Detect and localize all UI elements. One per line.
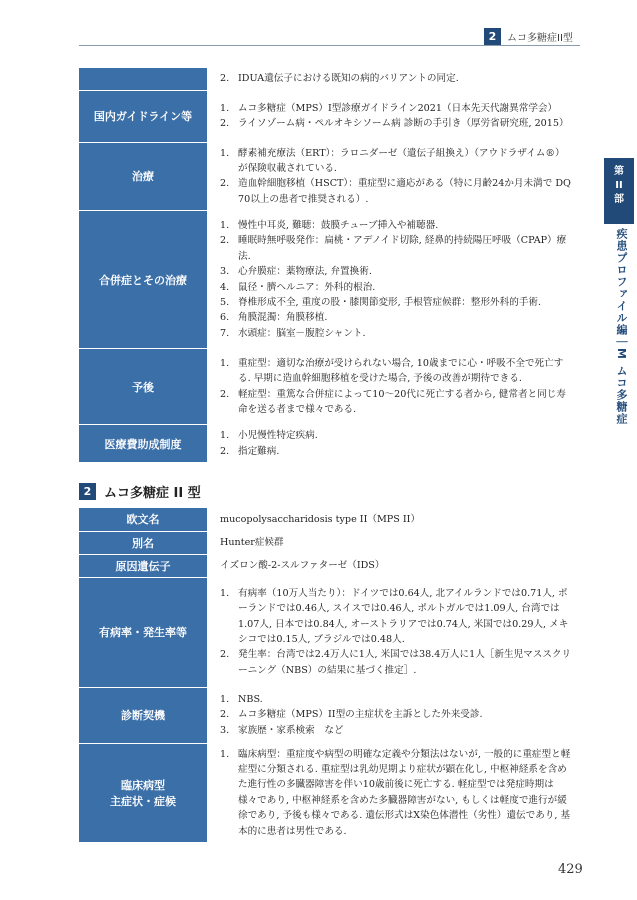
list-item: 1. ムコ多糖症（MPS）I型診療ガイドライン2021（日本先天代謝異常学会） — [220, 102, 558, 114]
row-label: 欧文名 — [79, 508, 208, 531]
row-value — [208, 211, 580, 349]
table-mps1-continued — [79, 68, 580, 463]
part-tab-line2: II — [615, 180, 623, 191]
list-item: 5. 脊椎形成不全, 重度の股・膝関節変形, 手根管症候群：整形外科的手術. — [220, 297, 542, 309]
row-label: 国内ガイドライン等 — [79, 90, 208, 142]
table-row — [79, 554, 580, 577]
row-value: mucopolysaccharidosis type II（MPS II） — [208, 508, 580, 531]
table-row — [79, 68, 580, 90]
list-item: 2. 睡眠時無呼吸発作：扁桃・アデノイド切除, 経鼻的持続陽圧呼吸（CPAP）療法. — [220, 235, 567, 262]
part-tab — [604, 158, 634, 224]
row-value: イズロン酸-2-スルファターゼ（IDS） — [208, 554, 580, 577]
section-title: ムコ多糖症 II 型 — [104, 486, 201, 501]
row-label-line2: 主症状・症候 — [110, 794, 176, 808]
table-row — [79, 743, 580, 842]
row-value — [208, 68, 580, 90]
list-item: 2. 指定難病. — [220, 445, 280, 457]
row-value — [208, 577, 580, 687]
row-label: 合併症とその治療 — [79, 211, 208, 349]
table-mps2 — [79, 508, 580, 843]
row-value — [208, 90, 580, 142]
table-row — [79, 531, 580, 554]
list-item: 3. 家族歴・家系検索 など — [220, 724, 344, 736]
list-item: 1. 有病率（10万人当たり）：ドイツでは0.64人, 北アイルランドでは0.71人, ポーランドでは0.46人, スイスでは0.46人, ポルトガルでは1.09人, 台湾では1.07人, 日本では0.84人, オーストラリアでは0.74人, 米国では0.29人, メキシコでは0.15人, ブラジルでは0.48人. — [220, 587, 569, 645]
page-number: 429 — [558, 862, 583, 877]
list-item: 2. 発生率：台湾では2.4万人に1人, 米国では38.4万人に1人［新生児マススクリーニング（NBS）の結果に基づく推定］. — [220, 649, 572, 676]
table-row — [79, 211, 580, 349]
side-vertical-title: 疾患プロファイル編｜M ムコ多糖症 — [615, 228, 628, 425]
header-section-number: 2 — [484, 28, 501, 45]
list-item: 7. 水頭症：脳室－腹腔シャント. — [220, 327, 366, 339]
row-label — [79, 743, 208, 842]
part-tab-line1: 第 — [614, 166, 624, 177]
list-item: 3. 心弁膜症：薬物療法, 弁置換術. — [220, 266, 372, 278]
row-label: 治療 — [79, 142, 208, 211]
list-item: 1. 臨床病型：重症度や病型の明確な定義や分類法はないが, 一般的に重症型と軽症型に分類される. 重症型は乳幼児期より症状が顕在化し, 中枢神経系を含めた進行性の多臓器障害を伴い10歳前後に死亡する. 軽症型では発症時期は様々であり, 中枢神経系を含めた多臓器障害がない, もしくは軽度で進行が緩徐であり, 予後も様々である. 遺伝形式はX染色体潜性（劣性）遺伝であり, 基本的に患者は男性である. — [220, 748, 571, 837]
table-row — [79, 142, 580, 211]
row-value — [208, 425, 580, 463]
row-value — [208, 687, 580, 743]
list-item: 1. NBS. — [220, 693, 263, 705]
list-item: 2. IDUA遺伝子における既知の病的バリアントの同定. — [220, 73, 459, 85]
list-item: 1. 小児慢性特定疾病. — [220, 430, 318, 442]
row-label: 医療費助成制度 — [79, 425, 208, 463]
side-part-title: 疾患プロファイル編 — [615, 228, 628, 336]
table-row — [79, 577, 580, 687]
list-item: 2. ムコ多糖症（MPS）II型の主症状を主訴とした外来受診. — [220, 709, 483, 721]
side-sub-letter: M — [615, 348, 628, 360]
list-item: 4. 鼠径・臍ヘルニア：外科的根治. — [220, 281, 376, 293]
row-value: Hunter症候群 — [208, 531, 580, 554]
table-row — [79, 687, 580, 743]
row-value — [208, 743, 580, 842]
table-row — [79, 508, 580, 531]
row-label — [79, 68, 208, 90]
list-item: 1. 重症型：適切な治療が受けられない場合, 10歳までに心・呼吸不全で死亡する. 早期に造血幹細胞移植を受けた場合, 予後の改善が期待できる. — [220, 357, 564, 385]
row-label: 有病率・発生率等 — [79, 577, 208, 687]
list-item: 2. 造血幹細胞移植（HSCT）：重症型に適応がある（特に月齢24か月未満で DQ 70以上の患者で推奨される）. — [220, 178, 571, 205]
table-row — [79, 90, 580, 142]
list-item: 2. 軽症型：重篤な合併症によって10～20代に死亡する者から, 健常者と同じ寿命を送る者まで様々である. — [220, 388, 566, 416]
part-tab-line3: 部 — [614, 194, 624, 205]
row-value — [208, 349, 580, 425]
list-item: 2. ライソゾーム病・ペルオキシソーム病 診断の手引き（厚労省研究班, 2015） — [220, 118, 569, 129]
table-row — [79, 349, 580, 425]
row-value — [208, 142, 580, 211]
table-row — [79, 425, 580, 463]
list-item: 1. 慢性中耳炎, 難聴：鼓膜チューブ挿入や補聴器. — [220, 220, 439, 231]
row-label: 診断契機 — [79, 687, 208, 743]
header-rule — [79, 45, 580, 46]
list-item: 1. 酵素補充療法（ERT）：ラロニダーゼ（遺伝子組換え）（アウドラザイム®）が保険収載されている. — [220, 147, 565, 174]
row-label: 予後 — [79, 349, 208, 425]
row-label: 原因遺伝子 — [79, 554, 208, 577]
row-label: 別名 — [79, 531, 208, 554]
section-number: 2 — [79, 483, 96, 500]
header-section-title: ムコ多糖症II型 — [507, 33, 573, 44]
row-label-line1: 臨床病型 — [121, 778, 165, 792]
side-sub-title: ムコ多糖症 — [615, 364, 628, 425]
list-item: 6. 角膜混濁：角膜移植. — [220, 312, 328, 324]
